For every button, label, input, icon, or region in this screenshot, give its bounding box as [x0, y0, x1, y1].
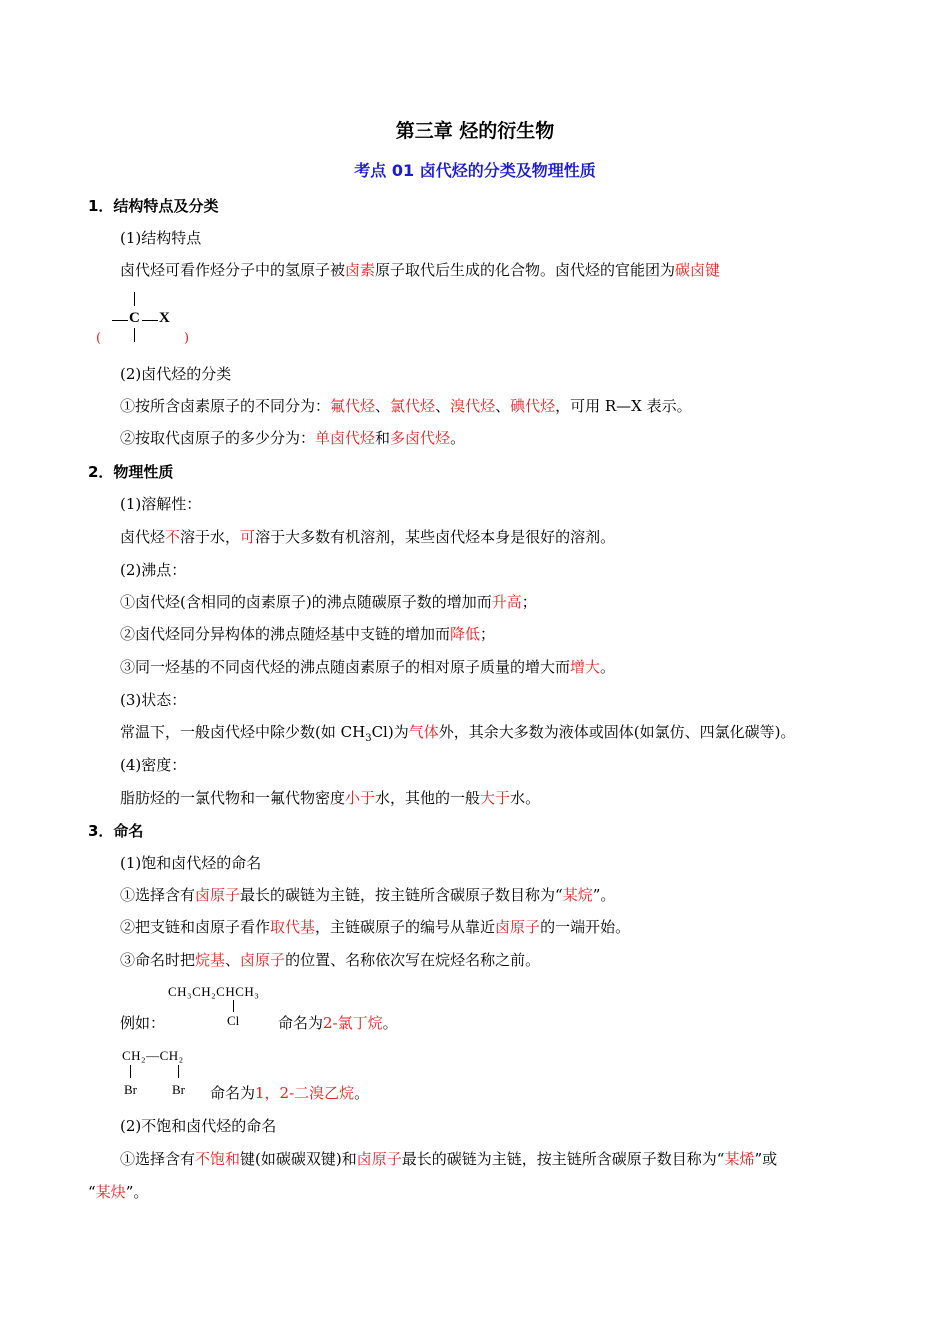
page-subtitle: 考点 01 卤代烃的分类及物理性质	[354, 161, 596, 180]
example-2-chain: CH₂—CH₂	[122, 1048, 184, 1063]
unsaturated-rule-1: ①选择含有不饱和键(如碳碳双键)和卤原子最长的碳链为主链，按主链所含碳原子数目称为“某烯”或	[120, 1150, 778, 1168]
solubility-text: 卤代烃不溶于水，可溶于大多数有机溶剂，某些卤代烃本身是很好的溶剂。	[120, 528, 616, 546]
example-2-bond-left	[130, 1065, 131, 1078]
boiling-point-label: (2)沸点：	[120, 561, 187, 579]
example-1-chain: CH₃CH₂CHCH₃	[168, 984, 260, 999]
boiling-point-rule-1: ①卤代烃(含相同的卤素原子)的沸点随碳原子数的增加而升高；	[120, 593, 537, 611]
classification-by-count: ②按取代卤原子的多少分为：单卤代烃和多卤代烃。	[120, 429, 466, 447]
section-heading-structure: 1．结构特点及分类	[88, 197, 219, 215]
page-title: 第三章 烃的衍生物	[395, 120, 555, 142]
example-1-substituent: Cl	[227, 1013, 240, 1028]
boiling-point-rule-3: ③同一烃基的不同卤代烃的沸点随卤素原子的相对原子质量的增大而增大。	[120, 658, 616, 676]
density-label: (4)密度：	[120, 756, 187, 774]
section-heading-physical: 2．物理性质	[88, 463, 174, 481]
naming-rule-3: ③命名时把烷基、卤原子的位置、名称依次写在烷烃名称之前。	[120, 951, 541, 969]
density-text: 脂肪烃的一氯代物和一氟代物密度小于水，其他的一般大于水。	[120, 789, 541, 807]
example-2-name: 命名为1，2-二溴乙烷。	[210, 1084, 370, 1102]
example-1-bond	[233, 1000, 234, 1012]
unsaturated-naming-label: (2)不饱和卤代烃的命名	[120, 1117, 277, 1135]
solubility-label: (1)溶解性：	[120, 495, 202, 513]
halogen-atom: X	[159, 310, 170, 326]
naming-rule-1: ①选择含有卤原子最长的碳链为主链，按主链所含碳原子数目称为“某烷”。	[120, 886, 616, 904]
bond-top	[134, 292, 135, 306]
classification-label: (2)卤代烃的分类	[120, 365, 232, 383]
paren-left: (	[96, 331, 102, 346]
highlight-functional-group: 碳卤键	[675, 261, 721, 279]
bond-bottom	[134, 328, 135, 342]
example-2-br-right: Br	[172, 1082, 185, 1097]
carbon-atom: C	[129, 310, 140, 326]
unsaturated-rule-1-continued: “某炔”。	[88, 1183, 149, 1201]
example-1-name: 命名为2-氯丁烷。	[278, 1014, 398, 1032]
example-label: 例如：	[120, 1014, 166, 1032]
paren-right: )	[184, 331, 190, 346]
example-2-bond-right	[178, 1065, 179, 1078]
example-2-br-left: Br	[124, 1082, 137, 1097]
state-label: (3)状态：	[120, 691, 187, 709]
structure-label: (1)结构特点	[120, 229, 202, 247]
section-heading-naming: 3．命名	[88, 822, 144, 840]
naming-rule-2: ②把支链和卤原子看作取代基，主链碳原子的编号从靠近卤原子的一端开始。	[120, 918, 631, 936]
classification-by-halogen: ①按所含卤素原子的不同分为：氟代烃、氯代烃、溴代烃、碘代烃，可用 R—X 表示。	[120, 397, 692, 415]
state-text: 常温下，一般卤代烃中除少数(如 $CH_3Cl$)为气体外，其余大多数为液体或固体(如氯仿、四氯化碳等)。	[120, 723, 796, 744]
bond-right	[142, 320, 158, 321]
bond-left	[112, 320, 128, 321]
highlight-halogen: 卤素	[345, 261, 376, 279]
saturated-naming-label: (1)饱和卤代烃的命名	[120, 854, 262, 872]
structure-paragraph: 卤代烃可看作烃分子中的氢原子被卤素原子取代后生成的化合物。卤代烃的官能团为碳卤键	[120, 261, 721, 279]
boiling-point-rule-2: ②卤代烃同分异构体的沸点随烃基中支链的增加而降低；	[120, 625, 496, 643]
